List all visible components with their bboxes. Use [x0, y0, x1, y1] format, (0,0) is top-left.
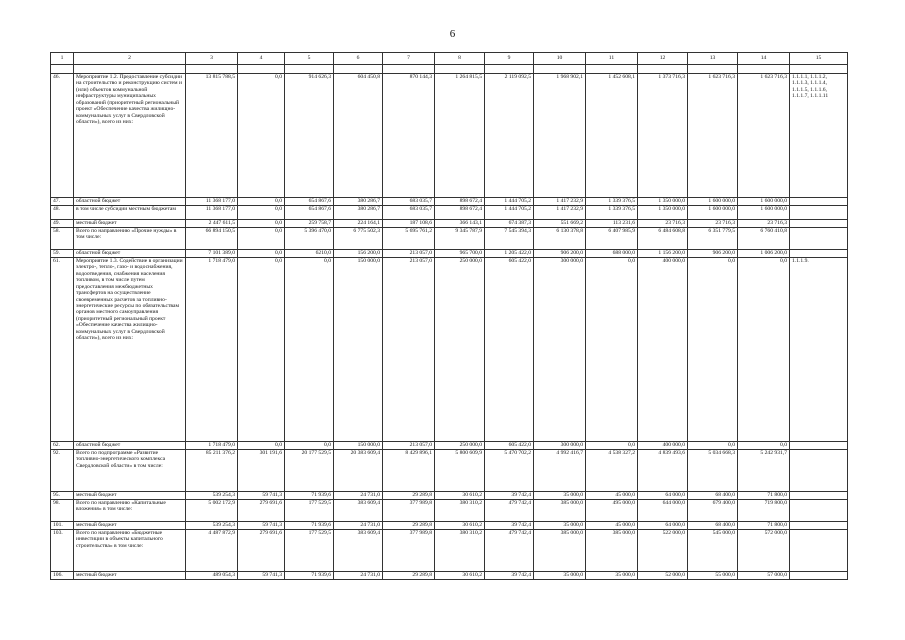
target-reference [790, 250, 848, 258]
amount-cell: 479 742,4 [485, 500, 534, 522]
amount-cell: 5 242 931,7 [738, 450, 790, 492]
amount-cell: 11 368 177,0 [186, 198, 238, 206]
amount-cell: 545 000,0 [688, 530, 738, 572]
row-name: Всего по направлению «Прочие нужды» в том числе: [74, 228, 186, 250]
amount-cell: 71 939,6 [285, 492, 334, 500]
amount-cell: 35 000,0 [534, 522, 586, 530]
amount-cell: 385 000,0 [534, 530, 586, 572]
amount-cell: 71 800,0 [738, 522, 790, 530]
amount-cell: 45 000,0 [586, 522, 638, 530]
amount-cell: 300 000,0 [534, 258, 586, 442]
amount-cell: 64 000,0 [638, 522, 688, 530]
amount-cell: 8 429 896,1 [383, 450, 435, 492]
amount-cell: 24 731,0 [334, 522, 383, 530]
amount-cell: 0,0 [238, 442, 285, 450]
amount-cell: 719 800,0 [738, 500, 790, 522]
amount-cell: 0,0 [586, 258, 638, 442]
amount-cell: 0,0 [238, 198, 285, 206]
amount-cell: 187 108,6 [383, 220, 435, 228]
amount-cell: 39 742,4 [485, 572, 534, 580]
row-name: Мероприятие 1.3. Содействие в организации электро-, тепло-, газо- и водоснабжения, водоотведения, снабжения населения топливом, в том числе путем предоставления межбюджетных трансфертов на осуществление своевременных расчетов за топливно-энергетические ресурсы по обязательствам органов местного самоуправления (приоритетный региональный проект «Обеспечение качества жилищно-коммунальных услуг в Свердловской области»), всего из них: [74, 258, 186, 442]
header-row [51, 53, 848, 65]
amount-cell: 906 200,0 [688, 250, 738, 258]
amount-cell: 965 700,0 [435, 250, 485, 258]
amount-cell: 1 373 716,3 [638, 74, 688, 198]
amount-cell: 213 057,0 [383, 250, 435, 258]
amount-cell: 39 742,4 [485, 492, 534, 500]
amount-cell: 898 672,4 [435, 198, 485, 206]
amount-cell: 914 626,3 [285, 74, 334, 198]
amount-cell: 5 800 609,9 [435, 450, 485, 492]
amount-cell: 4 487 872,9 [186, 530, 238, 572]
table-row [51, 522, 848, 530]
amount-cell: 654 867,6 [285, 198, 334, 206]
amount-cell: 400 000,0 [638, 258, 688, 442]
row-name: Всего по направлению «Капитальные вложения» в том числе: [74, 500, 186, 522]
amount-cell: 11 368 177,0 [186, 206, 238, 220]
amount-cell: 5 396 470,0 [285, 228, 334, 250]
row-number: 47. [51, 198, 74, 206]
amount-cell: 213 057,0 [383, 258, 435, 442]
amount-cell: 5 034 668,3 [688, 450, 738, 492]
amount-cell: 683 035,7 [383, 206, 435, 220]
column-header: 4 [238, 53, 285, 65]
page-number: 6 [449, 28, 456, 40]
amount-cell: 1 968 902,1 [534, 74, 586, 198]
amount-cell: 6 351 779,5 [688, 228, 738, 250]
amount-cell: 1 444 705,2 [485, 198, 534, 206]
table-row [51, 250, 848, 258]
column-header: 14 [738, 53, 790, 65]
amount-cell: 71 939,6 [285, 572, 334, 580]
amount-cell: 0,0 [238, 220, 285, 228]
row-name: местный бюджет [74, 522, 186, 530]
table-row [51, 258, 848, 442]
amount-cell: 29 289,8 [383, 522, 435, 530]
amount-cell: 2 447 611,5 [186, 220, 238, 228]
amount-cell: 0,0 [238, 228, 285, 250]
table-row [51, 198, 848, 206]
amount-cell: 1 718 479,0 [186, 258, 238, 442]
row-number: 48. [51, 206, 74, 220]
amount-cell: 0,0 [688, 442, 738, 450]
amount-cell: 385 000,0 [586, 530, 638, 572]
amount-cell: 1 417 232,9 [534, 198, 586, 206]
amount-cell: 6 484 608,8 [638, 228, 688, 250]
amount-cell: 4 992 416,7 [534, 450, 586, 492]
target-reference [790, 442, 848, 450]
amount-cell: 1 205 422,0 [485, 250, 534, 258]
table-row [51, 228, 848, 250]
amount-cell: 1 600 000,0 [688, 206, 738, 220]
column-header: 11 [586, 53, 638, 65]
amount-cell: 23 716,3 [738, 220, 790, 228]
amount-cell: 35 000,0 [534, 492, 586, 500]
amount-cell: 383 609,4 [334, 500, 383, 522]
column-header: 5 [285, 53, 334, 65]
amount-cell: 7 101 389,0 [186, 250, 238, 258]
amount-cell: 0,0 [285, 258, 334, 442]
target-reference [790, 228, 848, 250]
row-name: Всего по направлению «Бюджетные инвестиции в объекты капитального строительства» в том числе: [74, 530, 186, 572]
target-reference [790, 206, 848, 220]
amount-cell: 30 610,2 [435, 492, 485, 500]
amount-cell: 1 600 000,0 [688, 198, 738, 206]
amount-cell: 5 695 761,2 [383, 228, 435, 250]
table-row [51, 442, 848, 450]
column-header: 8 [435, 53, 485, 65]
amount-cell: 4 538 327,2 [586, 450, 638, 492]
amount-cell: 5 002 172,9 [186, 500, 238, 522]
amount-cell: 250 000,0 [435, 442, 485, 450]
amount-cell: 674 387,3 [485, 220, 534, 228]
amount-cell: 4 839 493,6 [638, 450, 688, 492]
amount-cell: 29 289,8 [383, 492, 435, 500]
target-reference: 1.1.1.9. [790, 258, 848, 442]
table-row [51, 74, 848, 198]
amount-cell: 644 000,0 [638, 500, 688, 522]
amount-cell: 0,0 [285, 442, 334, 450]
amount-cell: 1 718 479,0 [186, 442, 238, 450]
amount-cell: 522 000,0 [638, 530, 688, 572]
amount-cell: 604 450,8 [334, 74, 383, 198]
amount-cell: 20 383 609,4 [334, 450, 383, 492]
row-name: Мероприятие 1.2. Предоставление субсидии на строительство и реконструкцию систем и (или) объектов коммунальной инфраструктуры муниципальных образований (приоритетный региональный проект «Обеспечение качества жилищно-коммунальных услуг в Свердловской области»), всего из них: [74, 74, 186, 198]
amount-cell: 0,0 [238, 74, 285, 198]
amount-cell: 156 200,0 [334, 250, 383, 258]
amount-cell: 213 057,0 [383, 442, 435, 450]
amount-cell: 1 623 716,3 [688, 74, 738, 198]
column-header: 7 [383, 53, 435, 65]
amount-cell: 0,0 [238, 250, 285, 258]
amount-cell: 0,0 [238, 258, 285, 442]
amount-cell: 0,0 [688, 258, 738, 442]
row-number: 95. [51, 492, 74, 500]
row-number: 49. [51, 220, 74, 228]
table-row [51, 206, 848, 220]
amount-cell: 150 000,0 [334, 442, 383, 450]
amount-cell: 177 529,5 [285, 530, 334, 572]
amount-cell: 1 339 376,5 [586, 198, 638, 206]
amount-cell: 2 119 092,5 [485, 74, 534, 198]
amount-cell: 605 422,0 [485, 258, 534, 442]
table-row [51, 530, 848, 572]
amount-cell: 113 231,6 [586, 220, 638, 228]
column-header: 1 [51, 53, 74, 65]
amount-cell: 9 345 787,9 [435, 228, 485, 250]
amount-cell: 1 444 705,2 [485, 206, 534, 220]
target-reference [790, 522, 848, 530]
column-header: 9 [485, 53, 534, 65]
amount-cell: 380 286,7 [334, 198, 383, 206]
amount-cell: 45 000,0 [586, 492, 638, 500]
amount-cell: 377 989,8 [383, 530, 435, 572]
amount-cell: 23 716,3 [688, 220, 738, 228]
amount-cell: 7 545 394,3 [485, 228, 534, 250]
target-reference [790, 198, 848, 206]
row-number: 101. [51, 522, 74, 530]
amount-cell: 688 000,0 [586, 250, 638, 258]
table-row [51, 572, 848, 580]
amount-cell: 59 741,3 [238, 522, 285, 530]
amount-cell: 1 623 716,3 [738, 74, 790, 198]
target-reference: 1.1.1.1, 1.1.1.2, 1.1.1.3, 1.1.1.4, 1.1.1.5, 1.1.1.6, 1.1.1.7, 1.1.1.11 [790, 74, 848, 198]
target-reference [790, 572, 848, 580]
row-number: 59. [51, 250, 74, 258]
amount-cell: 24 731,0 [334, 492, 383, 500]
row-name: местный бюджет [74, 220, 186, 228]
amount-cell: 385 000,0 [534, 500, 586, 522]
amount-cell: 1 600 000,0 [738, 206, 790, 220]
amount-cell: 572 000,0 [738, 530, 790, 572]
amount-cell: 66 894 150,5 [186, 228, 238, 250]
target-reference [790, 220, 848, 228]
amount-cell: 52 000,0 [638, 572, 688, 580]
amount-cell: 654 867,6 [285, 206, 334, 220]
row-name: областной бюджет [74, 198, 186, 206]
amount-cell: 400 000,0 [638, 442, 688, 450]
amount-cell: 71 939,6 [285, 522, 334, 530]
row-number: 62. [51, 442, 74, 450]
row-number: 61. [51, 258, 74, 442]
spacer-row [51, 65, 848, 74]
amount-cell: 366 143,1 [435, 220, 485, 228]
amount-cell: 1 156 200,0 [638, 250, 688, 258]
amount-cell: 13 815 788,5 [186, 74, 238, 198]
amount-cell: 383 609,4 [334, 530, 383, 572]
row-name: местный бюджет [74, 572, 186, 580]
row-number: 98. [51, 500, 74, 522]
amount-cell: 250 000,0 [435, 258, 485, 442]
amount-cell: 30 610,2 [435, 572, 485, 580]
amount-cell: 59 741,3 [238, 492, 285, 500]
amount-cell: 380 310,2 [435, 530, 485, 572]
amount-cell: 224 164,1 [334, 220, 383, 228]
column-header: 10 [534, 53, 586, 65]
amount-cell: 68 400,0 [688, 522, 738, 530]
row-name: областной бюджет [74, 250, 186, 258]
column-header: 12 [638, 53, 688, 65]
amount-cell: 24 731,0 [334, 572, 383, 580]
amount-cell: 495 000,0 [586, 500, 638, 522]
row-number: 46. [51, 74, 74, 198]
amount-cell: 55 000,0 [688, 572, 738, 580]
amount-cell: 29 289,8 [383, 572, 435, 580]
target-reference [790, 530, 848, 572]
amount-cell: 1 006 200,0 [738, 250, 790, 258]
column-header: 15 [790, 53, 848, 65]
target-reference [790, 500, 848, 522]
row-name: местный бюджет [74, 492, 186, 500]
amount-cell: 539 254,3 [186, 492, 238, 500]
target-reference [790, 492, 848, 500]
amount-cell: 259 758,7 [285, 220, 334, 228]
amount-cell: 479 742,4 [485, 530, 534, 572]
amount-cell: 1 600 000,0 [738, 198, 790, 206]
row-name: Всего по подпрограмме «Развитие топливно-энергетического комплекса Свердловской области» в том числе: [74, 450, 186, 492]
table-row [51, 220, 848, 228]
amount-cell: 0,0 [738, 258, 790, 442]
amount-cell: 539 254,3 [186, 522, 238, 530]
table-row [51, 450, 848, 492]
amount-cell: 5 470 702,2 [485, 450, 534, 492]
amount-cell: 59 741,3 [238, 572, 285, 580]
amount-cell: 6 760 410,8 [738, 228, 790, 250]
row-number: 103. [51, 530, 74, 572]
row-name: в том числе субсидии местным бюджетам [74, 206, 186, 220]
amount-cell: 6 130 378,8 [534, 228, 586, 250]
row-name: областной бюджет [74, 442, 186, 450]
row-number: 92. [51, 450, 74, 492]
amount-cell: 0,0 [238, 206, 285, 220]
row-number: 58. [51, 228, 74, 250]
column-header: 2 [74, 53, 186, 65]
amount-cell: 71 800,0 [738, 492, 790, 500]
amount-cell: 870 144,3 [383, 74, 435, 198]
amount-cell: 1 417 232,9 [534, 206, 586, 220]
amount-cell: 898 672,4 [435, 206, 485, 220]
column-header: 13 [688, 53, 738, 65]
amount-cell: 20 177 529,5 [285, 450, 334, 492]
amount-cell: 551 669,2 [534, 220, 586, 228]
amount-cell: 1 452 608,1 [586, 74, 638, 198]
target-reference [790, 450, 848, 492]
amount-cell: 906 200,0 [534, 250, 586, 258]
amount-cell: 605 422,0 [485, 442, 534, 450]
amount-cell: 380 286,7 [334, 206, 383, 220]
amount-cell: 35 000,0 [534, 572, 586, 580]
row-number: 106. [51, 572, 74, 580]
amount-cell: 1 339 376,5 [586, 206, 638, 220]
amount-cell: 150 000,0 [334, 258, 383, 442]
amount-cell: 301 191,6 [238, 450, 285, 492]
amount-cell: 57 000,0 [738, 572, 790, 580]
amount-cell: 6 407 985,9 [586, 228, 638, 250]
amount-cell: 0,0 [738, 442, 790, 450]
amount-cell: 683 035,7 [383, 198, 435, 206]
amount-cell: 35 000,0 [586, 572, 638, 580]
amount-cell: 300 000,0 [534, 442, 586, 450]
column-header: 6 [334, 53, 383, 65]
budget-table [50, 52, 848, 580]
amount-cell: 0,0 [586, 442, 638, 450]
amount-cell: 489 054,3 [186, 572, 238, 580]
amount-cell: 1 350 000,0 [638, 206, 688, 220]
amount-cell: 679 400,0 [688, 500, 738, 522]
amount-cell: 39 742,4 [485, 522, 534, 530]
amount-cell: 279 691,6 [238, 500, 285, 522]
amount-cell: 1 350 000,0 [638, 198, 688, 206]
amount-cell: 68 400,0 [688, 492, 738, 500]
amount-cell: 6210,0 [285, 250, 334, 258]
amount-cell: 380 310,2 [435, 500, 485, 522]
amount-cell: 85 211 376,2 [186, 450, 238, 492]
table-row [51, 500, 848, 522]
amount-cell: 64 000,0 [638, 492, 688, 500]
amount-cell: 377 989,8 [383, 500, 435, 522]
amount-cell: 30 610,2 [435, 522, 485, 530]
table-row [51, 492, 848, 500]
amount-cell: 23 716,3 [638, 220, 688, 228]
amount-cell: 279 691,6 [238, 530, 285, 572]
amount-cell: 1 264 815,5 [435, 74, 485, 198]
amount-cell: 177 529,5 [285, 500, 334, 522]
amount-cell: 6 775 502,3 [334, 228, 383, 250]
column-header: 3 [186, 53, 238, 65]
